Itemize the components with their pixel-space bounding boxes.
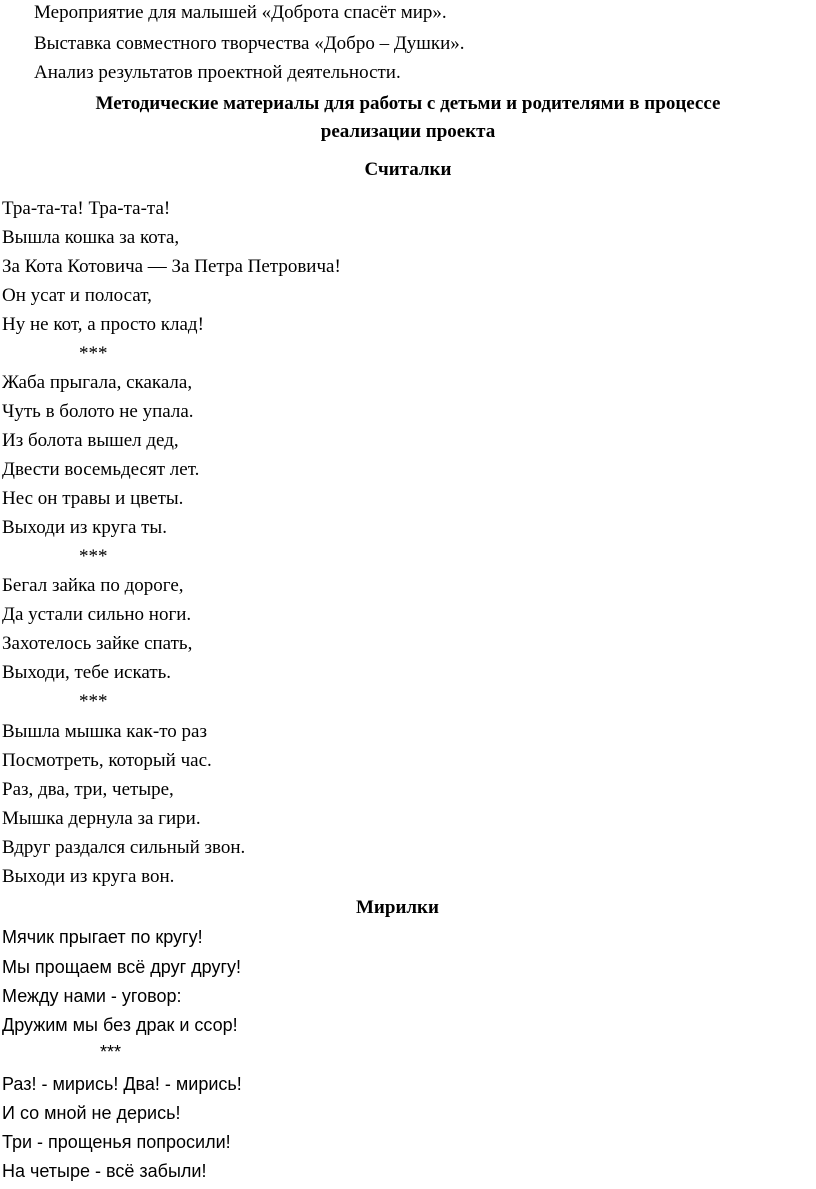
- poem-line: Вдруг раздался сильный звон.: [2, 837, 246, 858]
- poem-line: Чуть в болото не упала.: [2, 401, 194, 422]
- counting-section-title: Считалки: [364, 159, 452, 180]
- intro-item-2: Выставка совместного творчества «Добро – Душки».: [34, 33, 465, 54]
- poem-line: Выходи из круга ты.: [2, 517, 167, 538]
- poem-separator: ***: [79, 546, 108, 567]
- poem-line: Мышка дернула за гири.: [2, 808, 201, 829]
- poem-line: На четыре - всё забыли!: [2, 1161, 207, 1181]
- poem-separator: ***: [79, 691, 108, 712]
- poem-line: Между нами - уговор:: [2, 986, 182, 1006]
- poem-line: Жаба прыгала, скакала,: [2, 372, 193, 393]
- poem-line: Двести восемьдесят лет.: [2, 459, 200, 480]
- poem-line: Мы прощаем всё друг другу!: [2, 957, 242, 977]
- poem-line: Посмотреть, который час.: [2, 750, 212, 771]
- poem-line: Захотелось зайке спать,: [2, 633, 193, 654]
- poem-line: Три - прощенья попросили!: [2, 1132, 231, 1152]
- poem-line: Выходи, тебе искать.: [2, 662, 172, 683]
- poem-line: Дружим мы без драк и ссор!: [2, 1015, 238, 1035]
- poem-line: Из болота вышел дед,: [2, 430, 179, 451]
- poem-line: Раз, два, три, четыре,: [2, 779, 174, 800]
- poem-separator: ***: [100, 1042, 122, 1062]
- poem-line: Бегал зайка по дороге,: [2, 575, 184, 596]
- poem-separator: ***: [79, 343, 108, 364]
- poem-line: Он усат и полосат,: [2, 285, 152, 306]
- poem-line: Нес он травы и цветы.: [2, 488, 184, 509]
- poem-line: Выходи из круга вон.: [2, 866, 175, 887]
- poem-line: Раз! - мирись! Два! - мирись!: [2, 1074, 242, 1094]
- methods-heading-line2: реализации проекта: [320, 121, 496, 142]
- poem-line: Да устали сильно ноги.: [2, 604, 192, 625]
- poem-line: И со мной не дерись!: [2, 1103, 181, 1123]
- intro-item-3: Анализ результатов проектной деятельности.: [34, 62, 401, 83]
- poem-line: Мячик прыгает по кругу!: [2, 927, 203, 947]
- poem-line: Тра-та-та! Тра-та-та!: [2, 198, 171, 219]
- methods-heading-line1: Методические материалы для работы с детьми и родителями в процессе: [95, 93, 721, 114]
- poem-line: Ну не кот, а просто клад!: [2, 314, 204, 335]
- poem-line: Вышла кошка за кота,: [2, 227, 180, 248]
- reconcile-section-title: Мирилки: [356, 897, 439, 918]
- intro-item-1: Мероприятие для малышей «Доброта спасёт мир».: [34, 2, 447, 23]
- poem-line: За Кота Котовича — За Петра Петровича!: [2, 256, 341, 277]
- poem-line: Вышла мышка как-то раз: [2, 721, 207, 742]
